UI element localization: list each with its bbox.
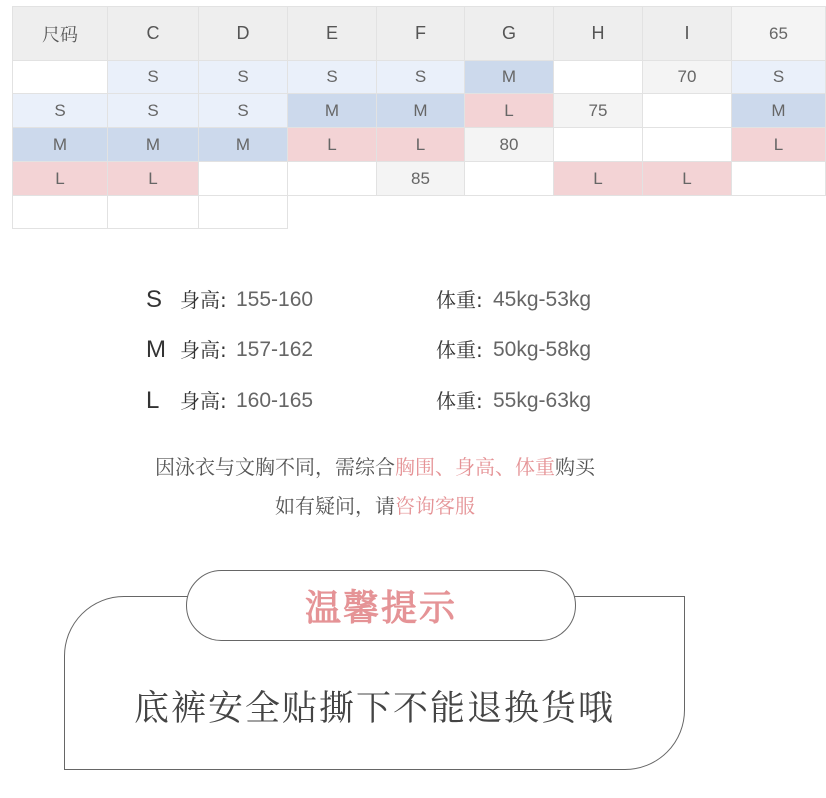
size-cell-85-d: L bbox=[554, 162, 643, 196]
cup-header-f: F bbox=[377, 7, 465, 61]
size-cell-80-d bbox=[643, 128, 732, 162]
tip-title: 温馨提示 bbox=[186, 570, 576, 641]
size-chart-table bbox=[12, 6, 826, 229]
size-cell-70-i: L bbox=[465, 94, 554, 128]
band-size-80: 80 bbox=[465, 128, 554, 162]
spec-size: S bbox=[146, 286, 163, 313]
band-size-75: 75 bbox=[554, 94, 643, 128]
cup-header-i: I bbox=[643, 7, 732, 61]
spec-size: M bbox=[146, 336, 166, 363]
size-cell-75-g: M bbox=[199, 128, 288, 162]
band-size-85: 85 bbox=[377, 162, 465, 196]
spec-row-s bbox=[0, 280, 750, 320]
size-cell-75-i: L bbox=[377, 128, 465, 162]
size-cell-70-g: M bbox=[288, 94, 377, 128]
height-label: 身高: bbox=[180, 389, 227, 413]
size-cell-85-e: L bbox=[643, 162, 732, 196]
size-cell-80-g: L bbox=[108, 162, 199, 196]
size-cell-70-e: S bbox=[108, 94, 199, 128]
size-cell-65-h: M bbox=[465, 61, 554, 94]
weight-label: 体重: bbox=[436, 389, 483, 413]
height-label: 身高: bbox=[180, 288, 227, 312]
size-cell-70-f: S bbox=[199, 94, 288, 128]
weight-label: 体重: bbox=[436, 338, 483, 362]
size-cell-80-h bbox=[199, 162, 288, 196]
cup-header-h: H bbox=[554, 7, 643, 61]
size-cell-65-c bbox=[13, 61, 108, 94]
size-cell-75-d: M bbox=[732, 94, 826, 128]
size-cell-70-d: S bbox=[13, 94, 108, 128]
contact-note bbox=[0, 491, 750, 521]
purchase-note bbox=[0, 452, 750, 482]
spec-size: L bbox=[146, 387, 160, 414]
contact-prefix: 如有疑问，请 bbox=[275, 494, 395, 518]
weight-value: 45kg-53kg bbox=[493, 288, 592, 311]
cup-header-e: E bbox=[288, 7, 377, 61]
cup-header-d: D bbox=[199, 7, 288, 61]
height-value: 157-162 bbox=[236, 338, 314, 361]
size-cell-80-i bbox=[288, 162, 377, 196]
size-cell-70-c: S bbox=[732, 61, 826, 94]
band-size-65: 65 bbox=[732, 7, 826, 61]
size-cell-65-d: S bbox=[108, 61, 199, 94]
cup-header-c: C bbox=[108, 7, 199, 61]
size-cell-65-e: S bbox=[199, 61, 288, 94]
size-cell-65-f: S bbox=[288, 61, 377, 94]
size-cell-80-c bbox=[554, 128, 643, 162]
band-size-70: 70 bbox=[643, 61, 732, 94]
size-cell-80-e: L bbox=[732, 128, 826, 162]
note-prefix: 因泳衣与文胸不同，需综合 bbox=[155, 455, 395, 479]
size-cell-85-h bbox=[108, 196, 199, 229]
size-cell-75-f: M bbox=[108, 128, 199, 162]
weight-value: 55kg-63kg bbox=[493, 389, 592, 412]
weight-label: 体重: bbox=[436, 288, 483, 312]
contact-service-link[interactable]: 咨询客服 bbox=[395, 494, 475, 518]
size-cell-75-c bbox=[643, 94, 732, 128]
size-cell-75-h: L bbox=[288, 128, 377, 162]
size-cell-85-i bbox=[199, 196, 288, 229]
size-cell-80-f: L bbox=[13, 162, 108, 196]
size-cell-70-h: M bbox=[377, 94, 465, 128]
spec-row-l bbox=[0, 381, 750, 421]
size-cell-65-i bbox=[554, 61, 643, 94]
cup-header-g: G bbox=[465, 7, 554, 61]
height-label: 身高: bbox=[180, 338, 227, 362]
size-cell-85-c bbox=[465, 162, 554, 196]
size-cell-75-e: M bbox=[13, 128, 108, 162]
size-cell-65-g: S bbox=[377, 61, 465, 94]
note-highlight-measurements: 胸围、身高、体重 bbox=[395, 455, 555, 479]
note-suffix: 购买 bbox=[555, 455, 595, 479]
size-cell-85-f bbox=[732, 162, 826, 196]
size-header-cell: 尺码 bbox=[13, 7, 108, 61]
size-cell-85-g bbox=[13, 196, 108, 229]
tip-text: 底裤安全贴撕下不能退换货哦 bbox=[133, 689, 615, 729]
height-value: 160-165 bbox=[236, 389, 314, 412]
spec-row-m bbox=[0, 330, 750, 370]
weight-value: 50kg-58kg bbox=[493, 338, 592, 361]
height-value: 155-160 bbox=[236, 288, 314, 311]
